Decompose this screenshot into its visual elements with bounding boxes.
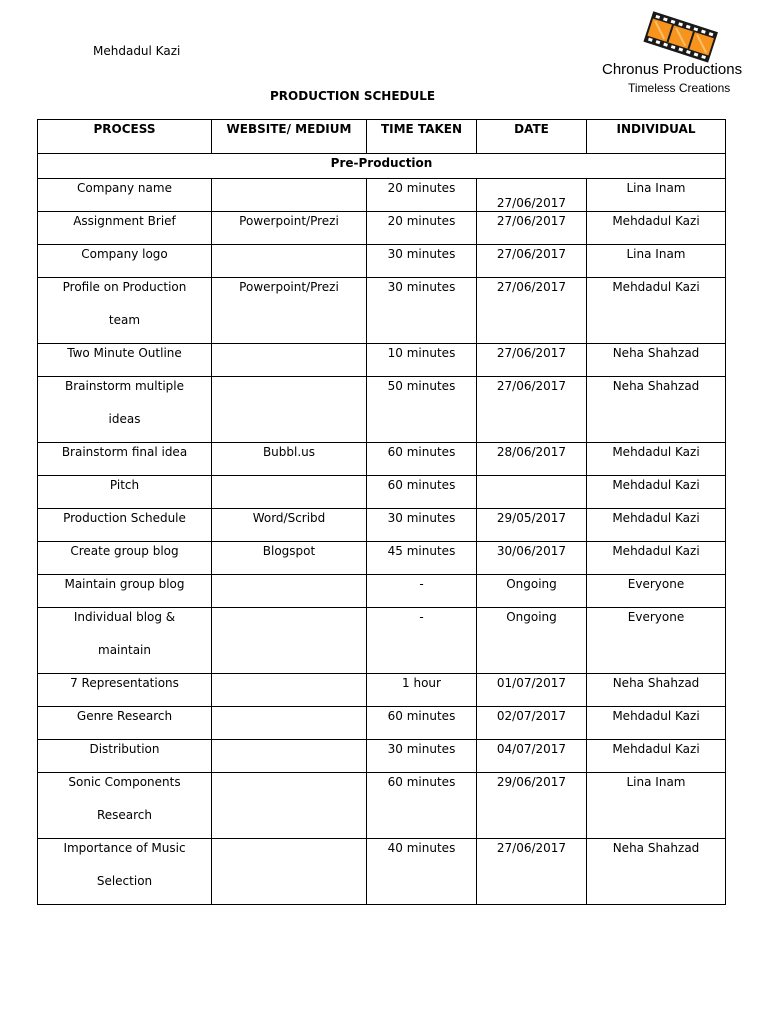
cell-process: Brainstorm final idea (38, 443, 212, 476)
cell-date: 27/06/2017 (477, 212, 587, 245)
table-row (38, 344, 726, 377)
cell-process (38, 278, 212, 344)
cell-medium (212, 674, 367, 707)
cell-date: 01/07/2017 (477, 674, 587, 707)
cell-time: 30 minutes (367, 740, 477, 773)
cell-time: 30 minutes (367, 278, 477, 344)
cell-individual: Mehdadul Kazi (587, 740, 726, 773)
cell-process: 7 Representations (38, 674, 212, 707)
table-header-row (38, 120, 726, 154)
cell-time: 30 minutes (367, 509, 477, 542)
logo-tagline: Timeless Creations (628, 81, 731, 95)
cell-medium: Blogspot (212, 542, 367, 575)
author-name: Mehdadul Kazi (93, 44, 181, 58)
cell-medium: Bubbl.us (212, 443, 367, 476)
cell-medium (212, 476, 367, 509)
cell-process (38, 608, 212, 674)
table-row (38, 278, 726, 344)
section-row (38, 154, 726, 179)
cell-date: 29/06/2017 (477, 773, 587, 839)
table-row (38, 608, 726, 674)
cell-process-line1: Profile on Production (62, 280, 187, 294)
table-row (38, 542, 726, 575)
cell-time: 45 minutes (367, 542, 477, 575)
cell-individual: Mehdadul Kazi (587, 476, 726, 509)
table-row (38, 707, 726, 740)
table-row (38, 740, 726, 773)
cell-time: 10 minutes (367, 344, 477, 377)
cell-individual: Mehdadul Kazi (587, 212, 726, 245)
cell-medium (212, 245, 367, 278)
cell-process-line2: ideas (108, 412, 141, 426)
cell-date: Ongoing (477, 575, 587, 608)
table-row (38, 509, 726, 542)
cell-medium (212, 377, 367, 443)
table-row (38, 377, 726, 443)
logo-company-name: Chronus Productions (602, 61, 743, 78)
cell-process (38, 839, 212, 905)
cell-date: 29/05/2017 (477, 509, 587, 542)
table-row (38, 575, 726, 608)
table-row (38, 245, 726, 278)
cell-process-line2: Research (96, 808, 153, 822)
cell-individual: Mehdadul Kazi (587, 542, 726, 575)
document-title: PRODUCTION SCHEDULE (270, 89, 436, 103)
cell-process-line1: Individual blog & (73, 610, 176, 624)
film-strip-icon (642, 8, 720, 64)
cell-time: 1 hour (367, 674, 477, 707)
cell-individual: Neha Shahzad (587, 674, 726, 707)
cell-medium (212, 179, 367, 212)
cell-individual: Lina Inam (587, 179, 726, 212)
cell-process-line2: team (108, 313, 141, 327)
cell-date: 27/06/2017 (477, 344, 587, 377)
cell-medium (212, 839, 367, 905)
cell-process: Create group blog (38, 542, 212, 575)
column-header-date: DATE (477, 120, 587, 154)
cell-date: 28/06/2017 (477, 443, 587, 476)
column-header-medium: WEBSITE/ MEDIUM (212, 120, 367, 154)
cell-time: 40 minutes (367, 839, 477, 905)
cell-date: 02/07/2017 (477, 707, 587, 740)
column-header-individual: INDIVIDUAL (587, 120, 726, 154)
cell-individual: Mehdadul Kazi (587, 278, 726, 344)
table-row (38, 443, 726, 476)
cell-time: 60 minutes (367, 707, 477, 740)
cell-process: Maintain group blog (38, 575, 212, 608)
cell-medium (212, 344, 367, 377)
cell-process-line2: Selection (96, 874, 153, 888)
cell-process (38, 773, 212, 839)
column-header-process: PROCESS (38, 120, 212, 154)
cell-time: 50 minutes (367, 377, 477, 443)
cell-individual: Everyone (587, 608, 726, 674)
cell-time: 60 minutes (367, 476, 477, 509)
cell-individual: Lina Inam (587, 245, 726, 278)
cell-process-line1: Sonic Components (68, 775, 181, 789)
cell-medium: Word/Scribd (212, 509, 367, 542)
cell-individual: Neha Shahzad (587, 344, 726, 377)
table-row (38, 839, 726, 905)
table-row (38, 773, 726, 839)
cell-medium (212, 707, 367, 740)
cell-process: Pitch (38, 476, 212, 509)
cell-date: 27/06/2017 (477, 839, 587, 905)
cell-date: 30/06/2017 (477, 542, 587, 575)
cell-process: Genre Research (38, 707, 212, 740)
cell-medium: Powerpoint/Prezi (212, 212, 367, 245)
section-label: Pre-Production (38, 154, 726, 179)
cell-medium (212, 608, 367, 674)
cell-date: 27/06/2017 (477, 179, 587, 212)
column-header-time: TIME TAKEN (367, 120, 477, 154)
cell-date: Ongoing (477, 608, 587, 674)
cell-date: 27/06/2017 (477, 377, 587, 443)
cell-medium (212, 773, 367, 839)
cell-time: - (367, 608, 477, 674)
cell-process: Distribution (38, 740, 212, 773)
cell-process (38, 377, 212, 443)
cell-individual: Everyone (587, 575, 726, 608)
cell-date: 04/07/2017 (477, 740, 587, 773)
table-row (38, 476, 726, 509)
cell-time: 30 minutes (367, 245, 477, 278)
cell-process: Production Schedule (38, 509, 212, 542)
cell-time: 60 minutes (367, 773, 477, 839)
cell-date: 27/06/2017 (477, 245, 587, 278)
cell-medium: Powerpoint/Prezi (212, 278, 367, 344)
cell-time: 60 minutes (367, 443, 477, 476)
cell-individual: Neha Shahzad (587, 377, 726, 443)
cell-process: Two Minute Outline (38, 344, 212, 377)
cell-process-line1: Importance of Music (63, 841, 186, 855)
cell-date: 27/06/2017 (477, 278, 587, 344)
company-logo (598, 8, 768, 98)
cell-process: Company logo (38, 245, 212, 278)
production-schedule-table (37, 119, 726, 905)
cell-individual: Neha Shahzad (587, 839, 726, 905)
cell-time: 20 minutes (367, 179, 477, 212)
cell-time: - (367, 575, 477, 608)
cell-individual: Mehdadul Kazi (587, 443, 726, 476)
cell-process-line1: Brainstorm multiple (65, 379, 184, 393)
cell-medium (212, 740, 367, 773)
cell-time: 20 minutes (367, 212, 477, 245)
cell-process-line2: maintain (98, 643, 151, 657)
table-row (38, 674, 726, 707)
cell-process: Assignment Brief (38, 212, 212, 245)
cell-individual: Lina Inam (587, 773, 726, 839)
cell-individual: Mehdadul Kazi (587, 707, 726, 740)
cell-date (477, 476, 587, 509)
cell-individual: Mehdadul Kazi (587, 509, 726, 542)
table-row (38, 212, 726, 245)
cell-process: Company name (38, 179, 212, 212)
cell-medium (212, 575, 367, 608)
table-row (38, 179, 726, 212)
